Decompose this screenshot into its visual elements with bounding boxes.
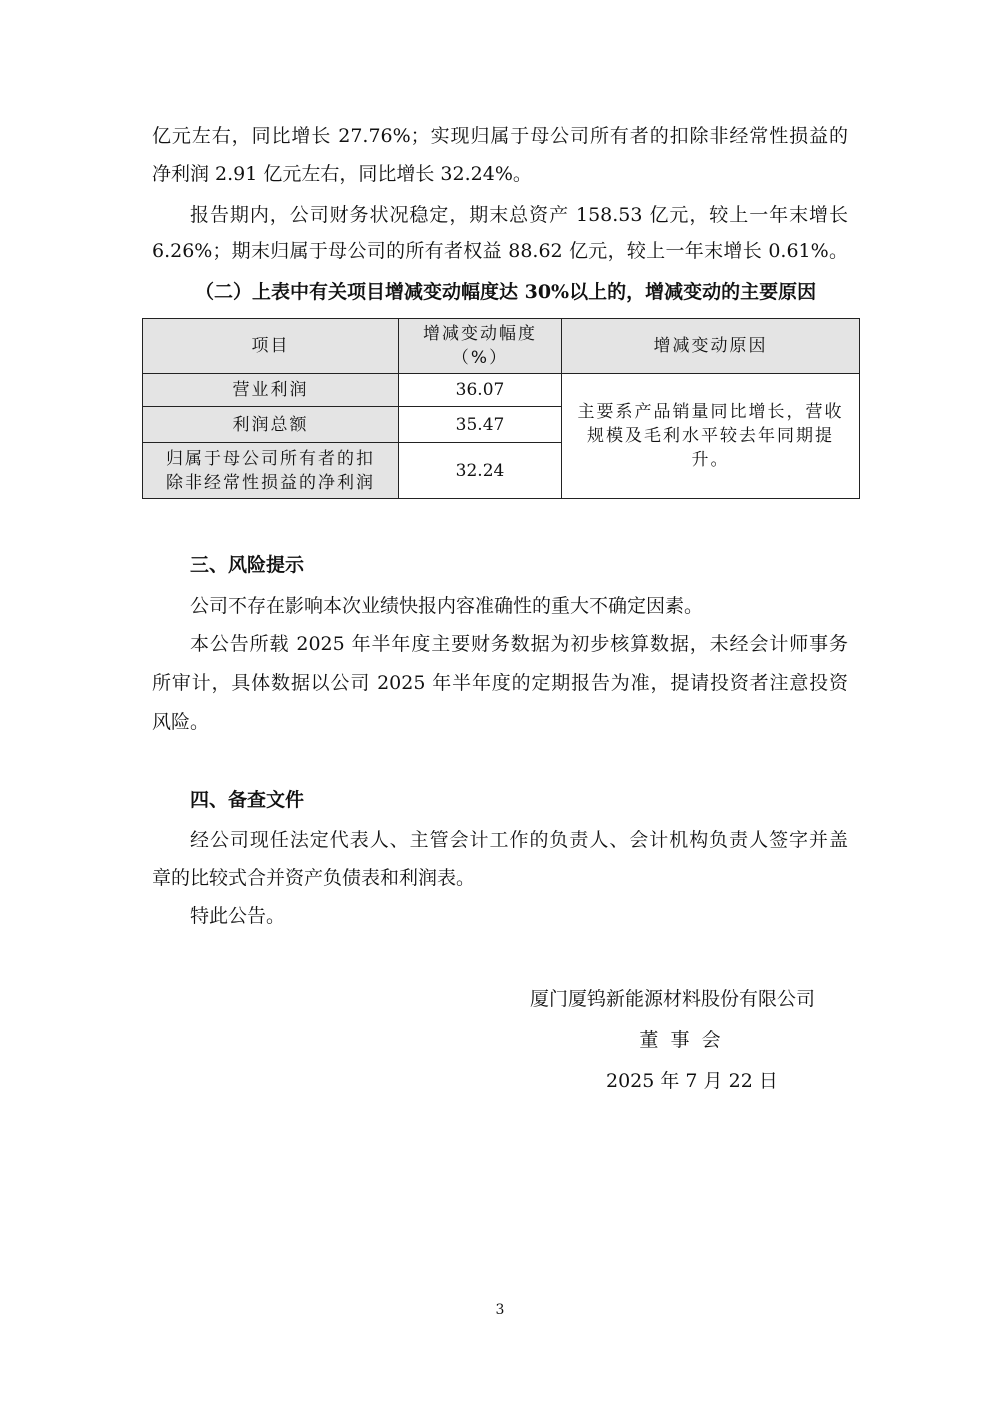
reason-cell — [562, 374, 860, 499]
closing-text: 特此公告。 — [190, 905, 286, 927]
row-item-line-2: 除非经常性损益的净利润 — [166, 472, 375, 493]
section-4-para-line-1: 经公司现任法定代表人、主管会计工作的负责人、会计机构负责人签字并盖 — [190, 829, 848, 851]
paragraph-2-line-1: 报告期内，公司财务状况稳定，期末总资产 158.53 亿元，较上一年末增长 — [190, 204, 848, 226]
section-2-heading: （二）上表中有关项目增减变动幅度达 30%以上的，增减变动的主要原因 — [195, 281, 817, 303]
header-item: 项目 — [143, 319, 399, 374]
section-3-para-2-line-1: 本公告所载 2025 年半年度主要财务数据为初步核算数据，未经会计师事务 — [190, 633, 848, 655]
section-4-heading: 四、备查文件 — [190, 789, 305, 811]
header-change — [399, 319, 562, 374]
table-header-row — [143, 319, 860, 374]
section-3-para-1: 公司不存在影响本次业绩快报内容准确性的重大不确定因素。 — [190, 595, 704, 617]
row-value: 36.07 — [399, 374, 562, 407]
paragraph-2-line-2: 6.26%；期末归属于母公司的所有者权益 88.62 亿元，较上一年末增长 0.61%。 — [152, 240, 848, 262]
board-label: 董 事 会 — [639, 1029, 721, 1051]
row-item: 利润总额 — [143, 407, 399, 443]
row-item-line-1: 归属于母公司所有者的扣 — [166, 448, 375, 469]
section-3-heading: 三、风险提示 — [190, 554, 305, 576]
paragraph-1-line-1: 亿元左右，同比增长 27.76%；实现归属于母公司所有者的扣除非经常性损益的 — [152, 125, 848, 147]
header-change-line-1: 增减变动幅度 — [423, 324, 537, 344]
company-name: 厦门厦钨新能源材料股份有限公司 — [530, 988, 816, 1010]
section-4-para-line-2: 章的比较式合并资产负债表和利润表。 — [152, 867, 476, 889]
row-value: 32.24 — [399, 443, 562, 499]
change-reason-table — [142, 318, 860, 499]
signature-date: 2025 年 7 月 22 日 — [606, 1070, 778, 1092]
header-change-line-2: （%） — [451, 348, 509, 368]
table-row — [143, 374, 860, 407]
row-item: 营业利润 — [143, 374, 399, 407]
reason-line-2: 规模及毛利水平较去年同期提 — [587, 426, 834, 446]
section-3-para-2-line-3: 风险。 — [152, 711, 210, 733]
page-number: 3 — [495, 1302, 505, 1318]
row-value: 35.47 — [399, 407, 562, 443]
paragraph-1-line-2: 净利润 2.91 亿元左右，同比增长 32.24%。 — [152, 163, 532, 185]
reason-line-3: 升。 — [691, 450, 730, 470]
reason-line-1: 主要系产品销量同比增长，营收 — [577, 402, 844, 422]
row-item — [143, 443, 399, 499]
section-3-para-2-line-2: 所审计，具体数据以公司 2025 年半年度的定期报告为准，提请投资者注意投资 — [152, 672, 848, 694]
header-reason: 增减变动原因 — [562, 319, 860, 374]
